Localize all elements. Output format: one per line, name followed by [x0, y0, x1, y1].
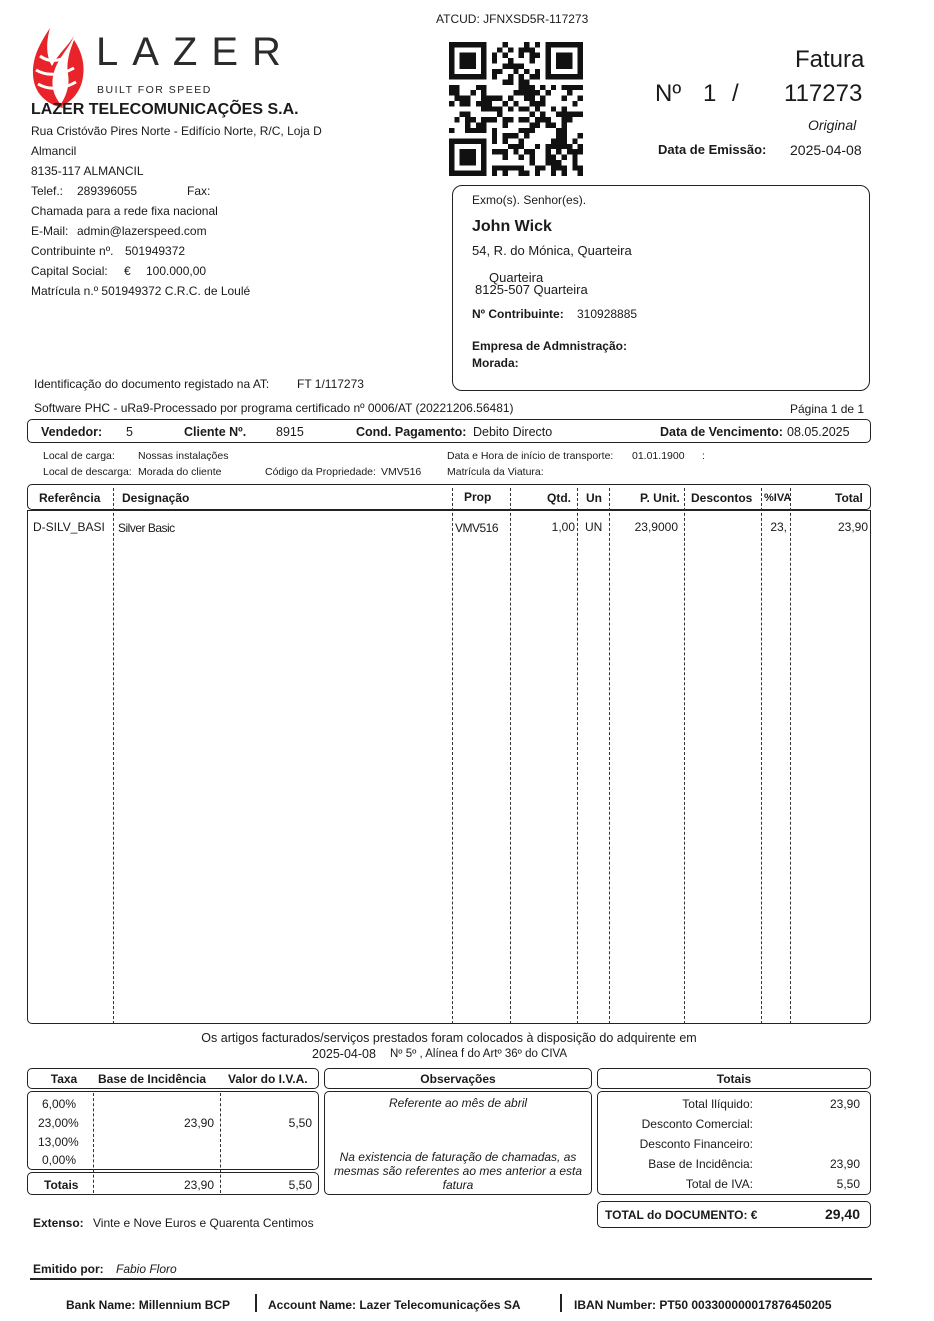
total-base: 23,90: [829, 1157, 860, 1171]
company-nif-label: Contribuinte nº.: [31, 244, 114, 258]
col-divider: [577, 488, 578, 1024]
item-desc: Silver Basic: [118, 521, 175, 535]
item-vat: 23,: [770, 520, 787, 534]
seller: 5: [126, 425, 133, 439]
vat-rate: 13,00%: [38, 1135, 79, 1149]
document-total-label: TOTAL do DOCUMENTO: €: [605, 1208, 758, 1222]
client-label: Cliente Nº.: [184, 425, 247, 439]
document-copy: Original: [808, 117, 857, 133]
footer-separator: [255, 1294, 257, 1312]
company-capital-currency: €: [124, 264, 131, 278]
items-header-divider: [27, 510, 871, 511]
company-name: LAZER TELECOMUNICAÇÕES S.A.: [31, 101, 299, 118]
customer-nif-label: Nº Contribuinte:: [472, 307, 564, 321]
due-label: Data de Vencimento:: [660, 425, 783, 439]
vat-totals-label: Totais: [44, 1178, 79, 1192]
seller-label: Vendedor:: [41, 425, 103, 439]
col-divider: [452, 488, 453, 1024]
col-total: Total: [835, 491, 863, 505]
total-vat: 5,50: [836, 1177, 860, 1191]
customer-postal: 8125-507 Quarteira: [475, 282, 588, 297]
vat-rate: 6,00%: [42, 1097, 77, 1111]
client: 8915: [276, 425, 304, 439]
vat-col-rate: Taxa: [50, 1072, 78, 1086]
document-title: Fatura: [795, 46, 865, 73]
customer-city: Quarteira: [489, 270, 544, 285]
observations-header: Observações: [420, 1072, 496, 1086]
customer-greeting: Exmo(s). Senhor(es).: [472, 193, 587, 207]
brand-logo-text: LAZER: [96, 30, 295, 74]
page-number: Página 1 de 1: [790, 402, 865, 416]
item-price: 23,9000: [634, 520, 678, 534]
company-phone-label: Telef.:: [31, 184, 64, 198]
extenso: Vinte e Nove Euros e Quarenta Centimos: [93, 1216, 314, 1230]
item-ref: D-SILV_BASI: [33, 520, 105, 534]
document-series: 1: [703, 80, 717, 107]
vat-value: 5,50: [288, 1116, 312, 1130]
company-email: admin@lazerspeed.com: [77, 224, 207, 238]
customer-name: John Wick: [472, 218, 552, 235]
observations-note1: Referente ao mês de abril: [388, 1096, 528, 1110]
availability-date: 2025-04-08: [312, 1047, 376, 1061]
plate-label: Matrícula da Viatura:: [447, 466, 544, 478]
col-divider: [609, 488, 610, 1024]
total-net: 23,90: [829, 1097, 860, 1111]
qr-code-icon: [449, 42, 583, 176]
customer-morada-label: Morada:: [472, 356, 519, 370]
item-qty: 1,00: [551, 520, 575, 534]
transport-start: 01.01.1900: [632, 450, 685, 462]
col-unit: Un: [586, 491, 602, 505]
at-id: FT 1/117273: [297, 377, 364, 391]
issue-date-label: Data de Emissão:: [658, 142, 767, 157]
item-total: 23,90: [837, 520, 868, 534]
document-total: 29,40: [824, 1206, 860, 1222]
col-prop: Prop: [464, 490, 492, 504]
document-number: 117273: [784, 80, 863, 107]
total-net-label: Total Ilíquido:: [682, 1097, 753, 1111]
transport-start-label: Data e Hora de início de transporte:: [447, 450, 614, 462]
vat-totals-vat: 5,50: [288, 1178, 312, 1192]
footer-rule: [30, 1278, 872, 1280]
extenso-label: Extenso:: [33, 1216, 84, 1230]
document-number-prefix: Nº: [655, 80, 682, 107]
col-divider: [510, 488, 511, 1024]
issued-by: Fabio Floro: [116, 1262, 177, 1276]
total-base-label: Base de Incidência:: [648, 1157, 753, 1171]
vat-rate: 23,00%: [38, 1116, 79, 1130]
total-vat-label: Total de IVA:: [685, 1177, 753, 1191]
availability-law: Nº 5º , Alínea f do Artº 36º do CIVA: [390, 1048, 568, 1060]
total-financial-label: Desconto Financeiro:: [639, 1137, 753, 1151]
col-desc: Designação: [122, 491, 190, 505]
software-cert: Software PHC - uRa9-Processado por programa certificado nº 0006/AT (20221206.56481): [34, 401, 514, 415]
company-address-line2: Almancil: [31, 144, 77, 158]
company-fax-label: Fax:: [187, 184, 211, 198]
customer-mgmt-label: Empresa de Admnistração:: [472, 339, 627, 353]
transport-start-sep: :: [702, 450, 705, 462]
footer-iban: IBAN Number: PT50 003300000017876450205: [574, 1298, 832, 1312]
company-capital: 100.000,00: [146, 264, 207, 278]
load-label: Local de carga:: [43, 450, 115, 462]
col-qty: Qtd.: [547, 491, 571, 505]
item-prop: VMV516: [455, 521, 499, 535]
brand-tagline: BUILT FOR SPEED: [97, 84, 212, 96]
company-address-line1: Rua Cristóvão Pires Norte - Edifício Norte, R/C, Loja D: [31, 124, 322, 138]
footer-bank: Bank Name: Millennium BCP: [66, 1298, 231, 1312]
items-body: [27, 510, 871, 1024]
col-price: P. Unit.: [640, 491, 680, 505]
vat-rate: 0,00%: [42, 1153, 77, 1167]
property: VMV516: [381, 466, 422, 478]
col-vat: %IVA: [764, 492, 792, 504]
company-call-note: Chamada para a rede fixa nacional: [31, 204, 218, 218]
company-postal: 8135-117 ALMANCIL: [31, 164, 144, 178]
col-divider: [761, 488, 762, 1024]
col-divider: [684, 488, 685, 1024]
col-divider: [113, 488, 114, 1024]
lazer-logo-icon: [28, 26, 88, 110]
payment: Debito Directo: [473, 425, 553, 439]
issue-date: 2025-04-08: [790, 142, 862, 158]
customer-address: 54, R. do Mónica, Quarteira: [472, 243, 632, 258]
property-label: Código da Propriedade:: [265, 466, 376, 478]
company-phone: 289396055: [77, 184, 138, 198]
col-divider: [790, 488, 791, 1024]
company-email-label: E-Mail:: [31, 224, 69, 238]
vat-col-base: Base de Incidência: [98, 1072, 207, 1086]
vat-col-vat: Valor do I.V.A.: [228, 1072, 308, 1086]
document-slash: /: [732, 80, 739, 107]
customer-nif: 310928885: [577, 307, 638, 321]
issued-by-label: Emitido por:: [33, 1262, 104, 1276]
vat-base: 23,90: [183, 1116, 214, 1130]
atcud: ATCUD: JFNXSD5R-117273: [436, 12, 589, 26]
total-commercial-label: Desconto Comercial:: [641, 1117, 753, 1131]
item-unit: UN: [585, 520, 603, 534]
company-registry: Matrícula n.º 501949372 C.R.C. de Loulé: [31, 284, 251, 298]
footer-account: Account Name: Lazer Telecomunicações SA: [268, 1298, 521, 1312]
totals-header: Totais: [716, 1072, 752, 1086]
observations-note2: Na existencia de faturação de chamadas, as mesmas são referentes ao mes anterior a esta fatura: [333, 1150, 583, 1192]
company-nif: 501949372: [125, 244, 186, 258]
footer-separator: [560, 1294, 562, 1312]
unload: Morada do cliente: [138, 466, 222, 478]
company-capital-label: Capital Social:: [31, 264, 108, 278]
at-id-label: Identificação do documento registado na AT:: [34, 377, 270, 391]
vat-totals-base: 23,90: [183, 1178, 214, 1192]
payment-label: Cond. Pagamento:: [356, 425, 467, 439]
unload-label: Local de descarga:: [43, 466, 132, 478]
col-discount: Descontos: [691, 491, 753, 505]
availability-note: Os artigos facturados/serviços prestados foram colocados à disposição do adquirente em: [201, 1031, 697, 1045]
due-date: 08.05.2025: [787, 425, 850, 439]
col-ref: Referência: [39, 491, 101, 505]
load: Nossas instalações: [138, 450, 229, 462]
